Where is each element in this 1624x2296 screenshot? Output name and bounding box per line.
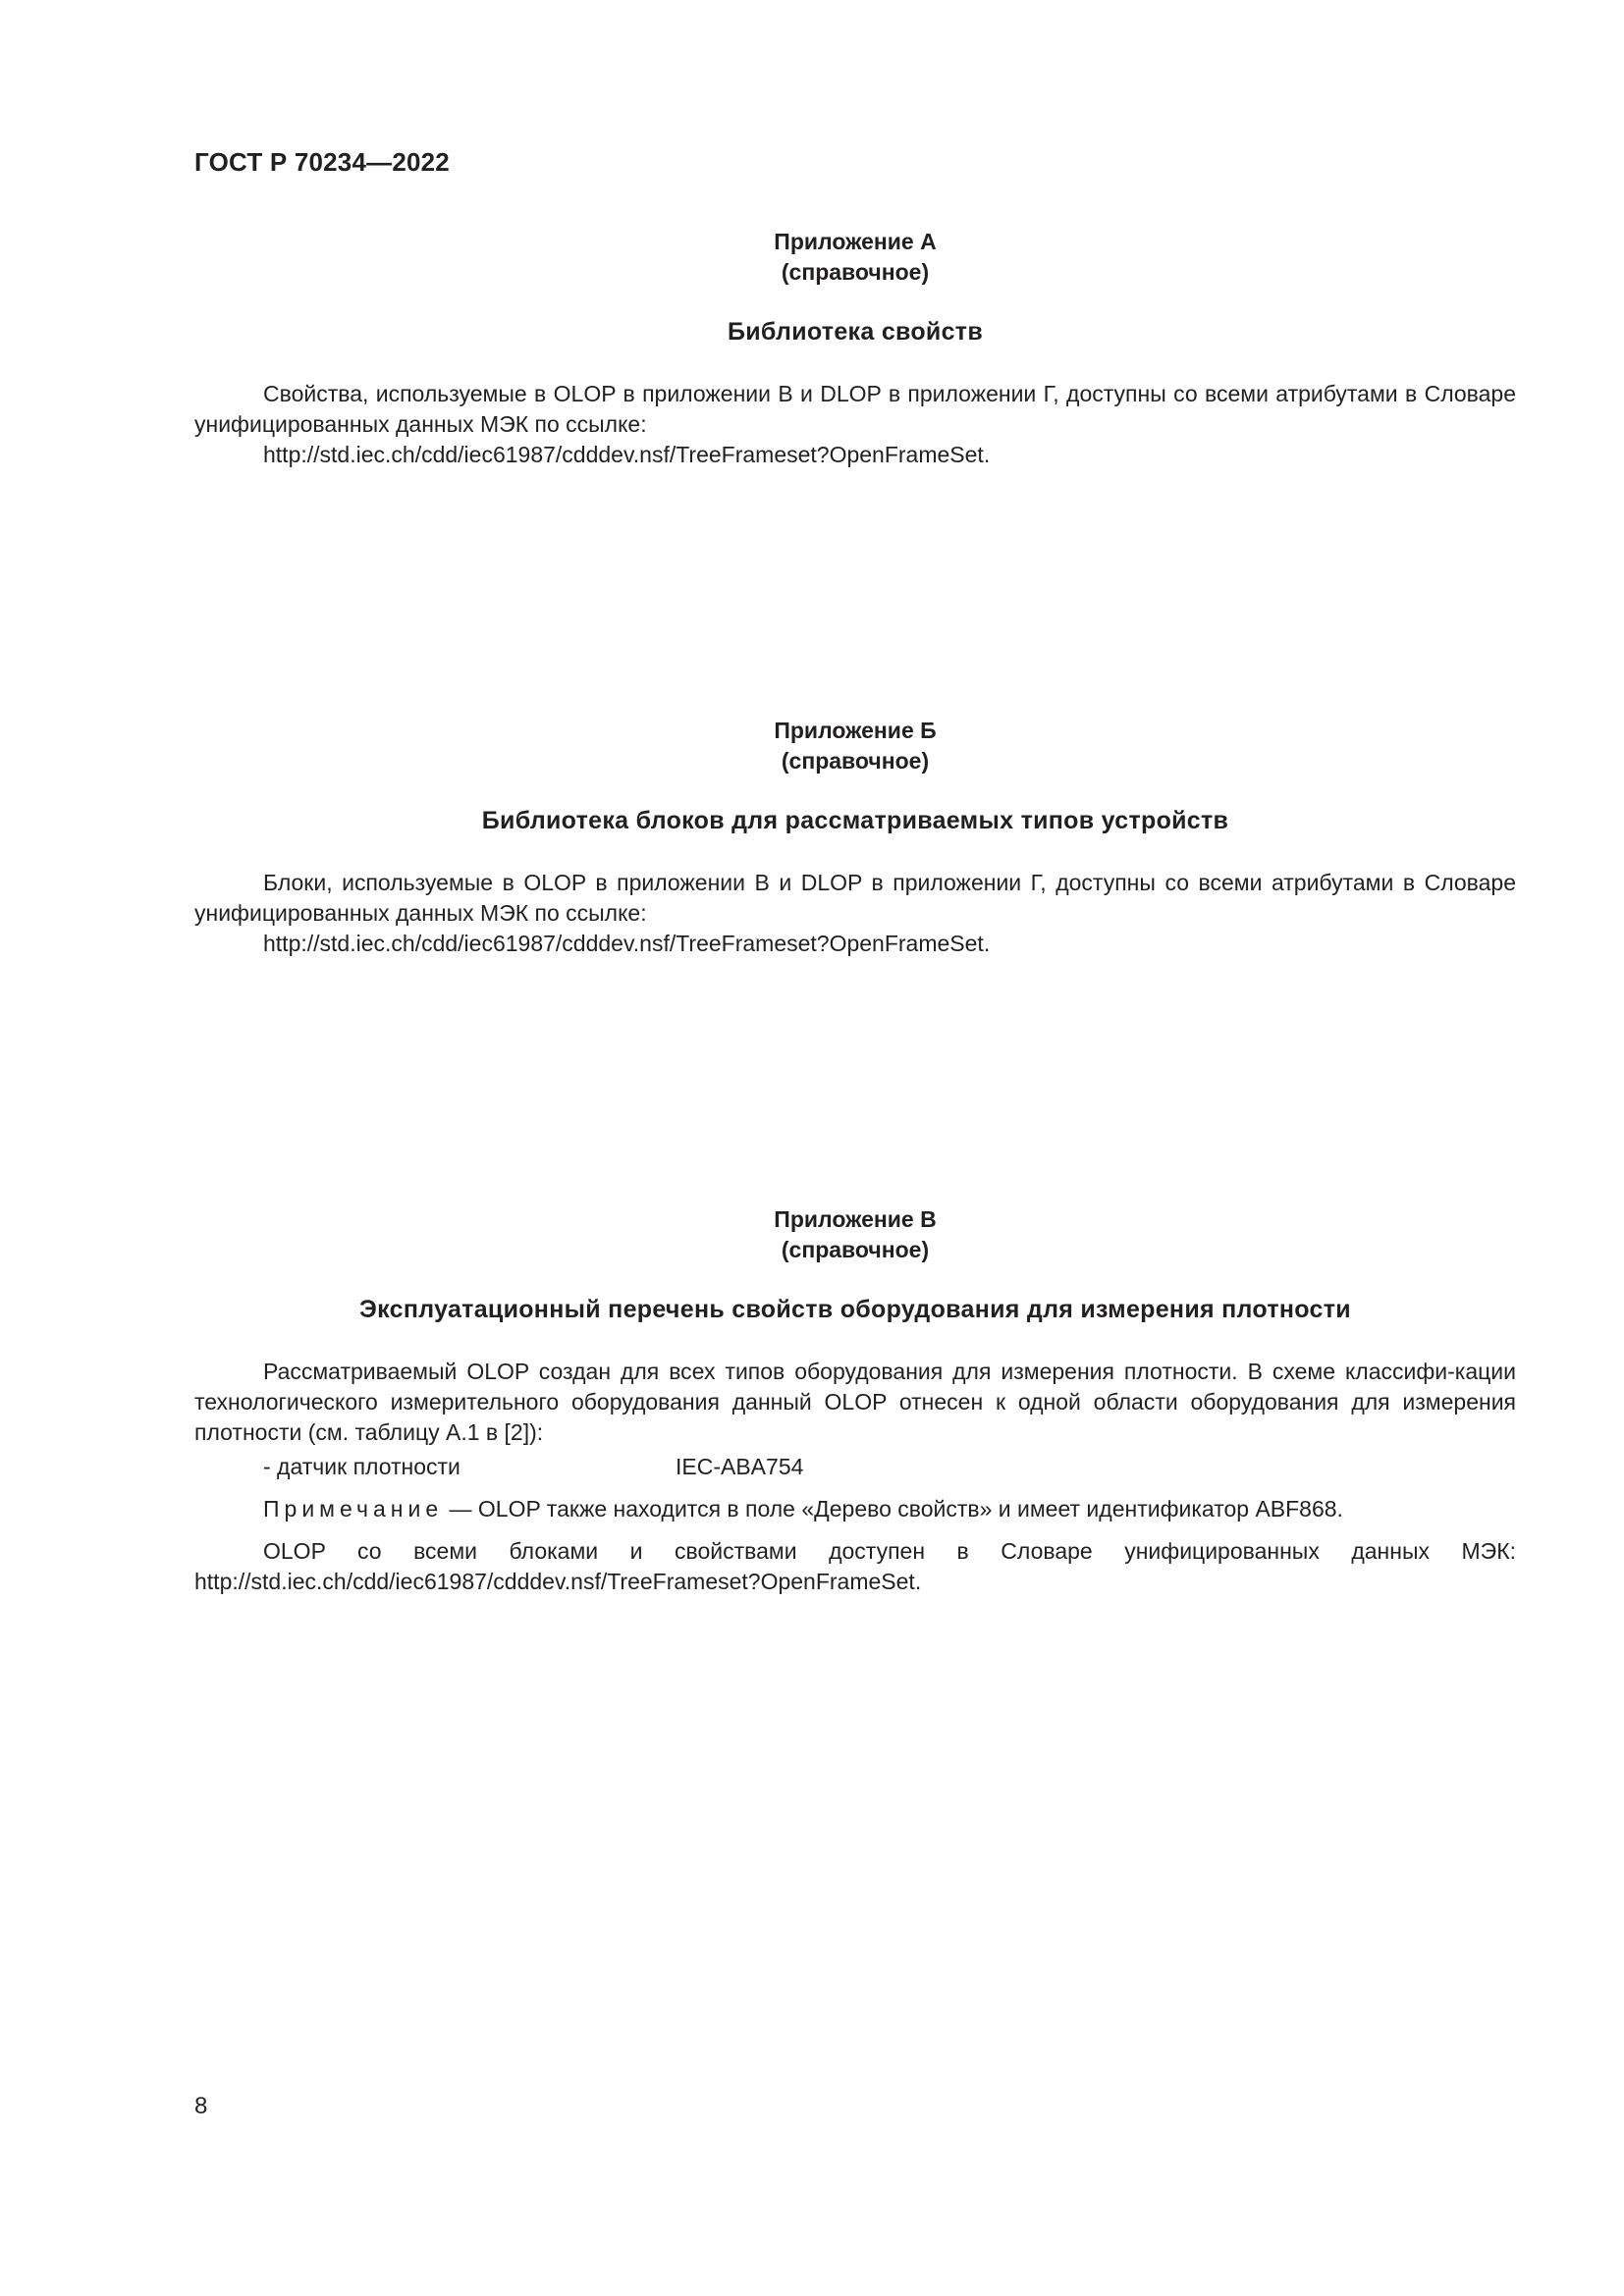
annex-b-title: Библиотека блоков для рассматриваемых типов устройств [481,807,1229,834]
list-item [194,1452,1516,1482]
annex-a-url: http://std.iec.ch/cdd/iec61987/cdddev.nsf/TreeFrameset?OpenFrameSet. [263,442,991,467]
annex-a-section [194,227,1516,470]
annex-v-label: Приложение В [774,1206,937,1232]
standard-number-header: ГОСТ Р 70234—2022 [194,147,450,177]
note-label: Примечание [263,1496,444,1522]
annex-a-status: (справочное) [781,259,930,285]
annex-v-status: (справочное) [781,1237,930,1262]
page-number: 8 [194,2093,208,2119]
annex-a-paragraph: Свойства, используемые в OLOP в приложении В и DLOP в приложении Г, доступны со всеми атрибутами в Словаре унифицированных данных МЭК по ссылке: [194,381,1516,437]
annex-b-url: http://std.iec.ch/cdd/iec61987/cdddev.nsf/TreeFrameset?OpenFrameSet. [263,931,991,956]
list-item-term: - датчик плотности [263,1454,460,1479]
list-item-code: IEC-ABA754 [676,1454,804,1479]
annex-b-paragraph: Блоки, используемые в OLOP в приложении В и DLOP в приложении Г, доступны со всеми атрибутами в Словаре унифицированных данных МЭК по ссылке: [194,870,1516,926]
annex-v-paragraph-2: OLOP со всеми блоками и свойствами доступен в Словаре унифицированных данных МЭК: http://std.iec.ch/cdd/iec61987/cdddev.nsf/TreeFrameset?OpenFrameSet. [194,1538,1516,1594]
annex-b-status: (справочное) [781,748,930,774]
annex-b-section [194,716,1516,959]
annex-a-label: Приложение А [774,229,937,254]
annex-b-label: Приложение Б [774,718,937,743]
annex-v-title: Эксплуатационный перечень свойств оборудования для измерения плотности [359,1296,1351,1323]
annex-v-section [194,1204,1516,1597]
note [194,1494,1516,1524]
note-text: — OLOP также находится в поле «Дерево свойств» и имеет идентификатор ABF868. [443,1496,1343,1522]
annex-a-title: Библиотека свойств [727,318,984,346]
annex-v-paragraph-1: Рассматриваемый OLOP создан для всех типов оборудования для измерения плотности. В схеме классифи-кации технологического измерительного оборудования данный OLOP отнесен к одной области оборудования для измерения плотности (см. таблицу А.1 в [2]): [194,1359,1516,1445]
